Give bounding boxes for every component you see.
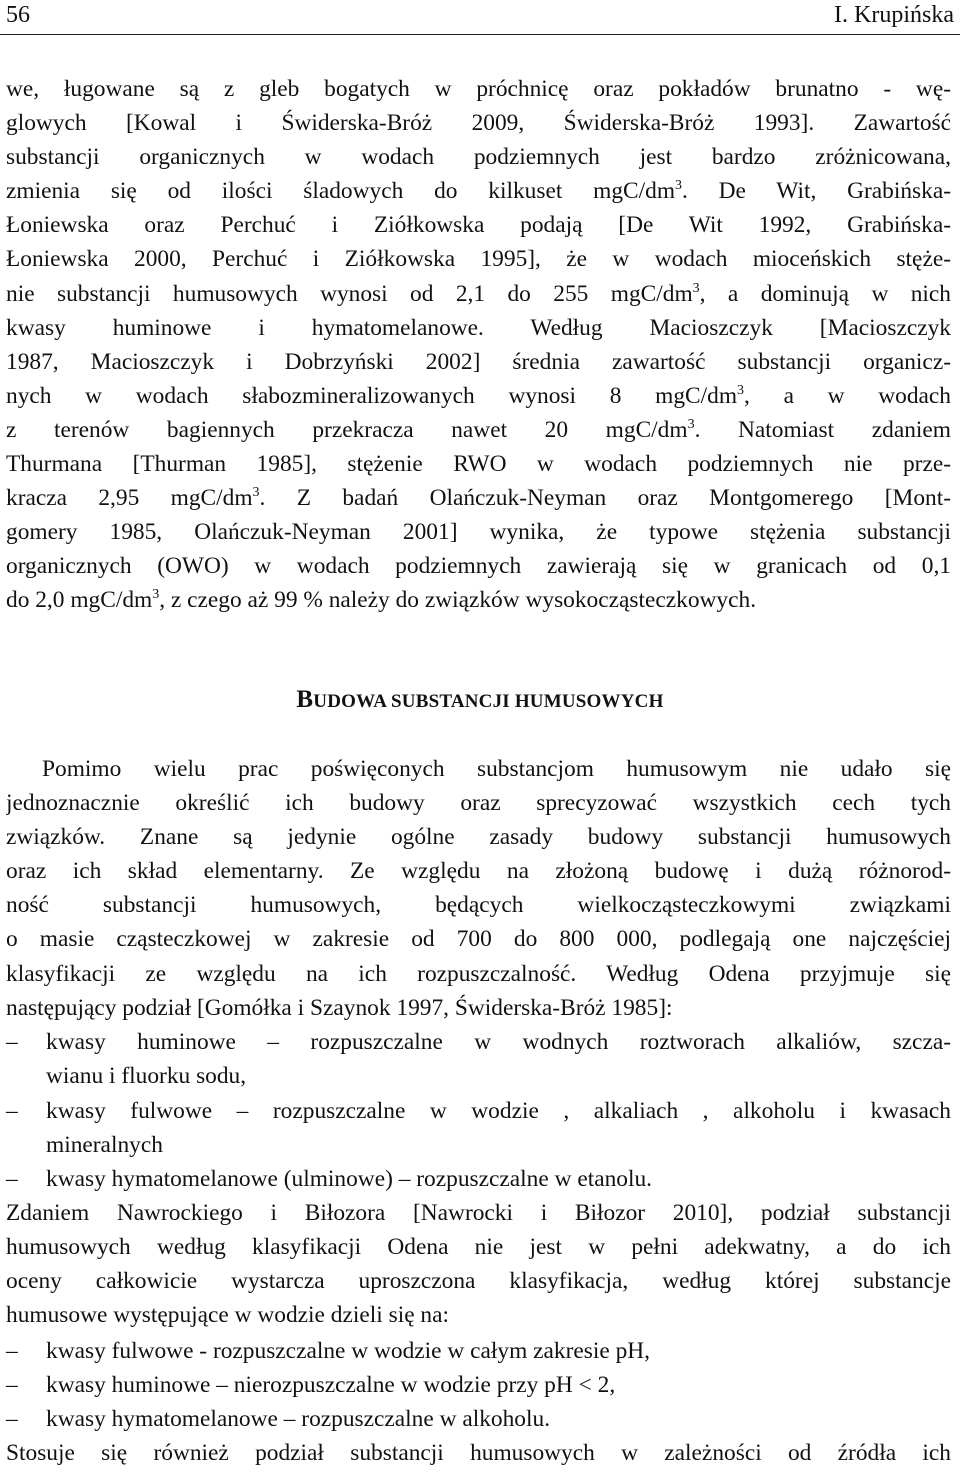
list-item-text: [46, 1025, 951, 1093]
text-line: we, ługowane są z gleb bogatych w próchnicę oraz pokładów brunatno - wę-: [6, 76, 951, 102]
text-line: kwasy huminowe i hymatomelanowe. Według Macioszczyk [Macioszczyk: [6, 314, 951, 341]
superscript: 3: [675, 178, 683, 194]
text-line: kwasy hymatomelanowe – rozpuszczalne w alkoholu.: [46, 1406, 551, 1432]
text-line: kwasy hymatomelanowe (ulminowe) – rozpuszczalne w etanolu.: [46, 1166, 653, 1192]
text-line: oceny całkowicie wystarcza uproszczona klasyfikacja, według której substancje: [6, 1268, 951, 1295]
superscript: 3: [152, 587, 160, 603]
text-line: Łoniewska 2000, Perchuć i Ziółkowska 1995], że w wodach mioceńskich stęże-: [6, 246, 951, 273]
text-line: [6, 413, 951, 447]
text-line: glowych [Kowal i Świderska-Bróż 2009, Świderska-Bróż 1993]. Zawartość: [6, 110, 951, 137]
text-line: kwasy huminowe – nierozpuszczalne w wodzie przy pH < 2,: [46, 1372, 616, 1398]
text-fragment: z terenów bagiennych przekracza nawet 20 mgC/dm: [6, 416, 688, 443]
text-fragment: do 2,0 mgC/dm: [6, 587, 153, 614]
heading-initial: B: [296, 686, 314, 713]
text-line: organicznych (OWO) w wodach podziemnych zawierają się w granicach od 0,1: [6, 553, 951, 580]
list-item-text: [46, 1368, 951, 1402]
text-fragment: zmienia się od ilości śladowych do kilkuset mgC/dm: [6, 178, 676, 205]
text-fragment: . De Wit, Grabińska-: [682, 178, 951, 205]
list-item: [6, 1025, 951, 1093]
dash-bullet: –: [6, 1029, 18, 1055]
text-line: mineralnych: [46, 1132, 163, 1159]
text-line: gomery 1985, Olańczuk-Neyman 2001] wynika, że typowe stężenia substancji: [6, 519, 951, 546]
text-line: 1987, Macioszczyk i Dobrzyński 2002] średnia zawartość substancji organicz-: [6, 348, 951, 375]
text-line: Łoniewska oraz Perchuć i Ziółkowska podają [De Wit 1992, Grabińska-: [6, 212, 951, 239]
list-item: [6, 1162, 951, 1196]
text-line: humusowych według klasyfikacji Odena nie jest w pełni adekwatny, a do ich: [6, 1234, 951, 1261]
text-line: Pomimo wielu prac poświęconych substancjom humusowym nie udało się: [42, 756, 951, 782]
list-item: [6, 1368, 951, 1402]
dash-bullet: –: [6, 1166, 18, 1192]
page-number: 56: [6, 2, 30, 28]
text-fragment: nie substancji humusowych wynosi od 2,1 do 255 mgC/dm: [6, 280, 693, 307]
dash-bullet: –: [6, 1372, 18, 1398]
dash-bullet: –: [6, 1338, 18, 1364]
list-item: [6, 1402, 951, 1436]
text-line: Zdaniem Nawrockiego i Biłozora [Nawrocki i Biłozor 2010], podział substancji: [6, 1200, 951, 1226]
text-line: związków. Znane są jedynie ogólne zasady budowy substancji humusowych: [6, 824, 951, 851]
text-line: kwasy fulwowe – rozpuszczalne w wodzie , alkaliach , alkoholu i kwasach: [46, 1098, 951, 1124]
text-fragment: kracza 2,95 mgC/dm: [6, 485, 253, 512]
text-fragment: , a dominują w nich: [699, 280, 951, 307]
text-line: substancji organicznych w wodach podziemnych jest bardzo zróżnicowana,: [6, 144, 951, 171]
text-line: oraz ich skład elementarny. Ze względu na złożoną budowę i dużą różnorod-: [6, 858, 951, 885]
text-line: [6, 583, 951, 617]
paragraph-3: [6, 1196, 951, 1332]
list-item-text: [46, 1162, 951, 1196]
text-fragment: , z czego aż 99 % należy do związków wysokocząsteczkowych.: [159, 587, 757, 614]
dash-bullet: –: [6, 1406, 18, 1432]
list-item-text: [46, 1402, 951, 1436]
text-line: Thurmana [Thurman 1985], stężenie RWO w wodach podziemnych nie prze-: [6, 451, 951, 478]
text-line: [6, 379, 951, 413]
running-author: I. Krupińska: [834, 2, 954, 28]
text-fragment: . Natomiast zdaniem: [694, 416, 951, 443]
paragraph-2: [6, 752, 951, 1025]
text-line: o masie cząsteczkowej w zakresie od 700 do 800 000, podlegają one najczęściej: [6, 926, 951, 953]
paragraph-1: [6, 72, 951, 618]
list-item-text: [46, 1094, 951, 1162]
heading-rest: UDOWA SUBSTANCJI HUMUSOWYCH: [313, 691, 664, 712]
text-line: kwasy huminowe – rozpuszczalne w wodnych roztworach alkaliów, szcza-: [46, 1029, 951, 1055]
text-line: klasyfikacji ze względu na ich rozpuszczalność. Według Odena przyjmuje się: [6, 960, 951, 987]
superscript: 3: [692, 280, 700, 296]
text-line: jednoznacznie określić ich budowy oraz sprecyzować wszystkich cech tych: [6, 790, 951, 817]
text-fragment: nych w wodach słabozmineralizowanych wynosi 8 mgC/dm: [6, 382, 738, 409]
dash-bullet: –: [6, 1098, 18, 1124]
text-line: następujący podział [Gomółka i Szaynok 1997, Świderska-Bróż 1985]:: [6, 994, 673, 1021]
text-fragment: , a w wodach: [744, 382, 951, 409]
superscript: 3: [252, 485, 260, 501]
text-line: [6, 174, 951, 208]
list-item: [6, 1334, 951, 1368]
text-line: Stosuje się również podział substancji humusowych w zależności od źródła ich: [6, 1440, 951, 1466]
text-line: kwasy fulwowe - rozpuszczalne w wodzie w całym zakresie pH,: [46, 1338, 651, 1364]
page-header: [0, 0, 960, 35]
list-item: [6, 1094, 951, 1162]
text-line: ność substancji humusowych, będących wielkocząsteczkowymi związkami: [6, 892, 951, 919]
list-item-text: [46, 1334, 951, 1368]
text-line: [6, 277, 951, 311]
superscript: 3: [737, 382, 745, 398]
text-line: humusowe występujące w wodzie dzieli się na:: [6, 1302, 449, 1329]
paragraph-4: [6, 1436, 951, 1470]
text-line: wianu i fluorku sodu,: [46, 1063, 247, 1090]
text-fragment: . Z badań Olańczuk-Neyman oraz Montgomerego [Mont-: [259, 485, 951, 512]
text-line: [6, 481, 951, 515]
section-heading: [0, 683, 960, 719]
superscript: 3: [687, 416, 695, 432]
